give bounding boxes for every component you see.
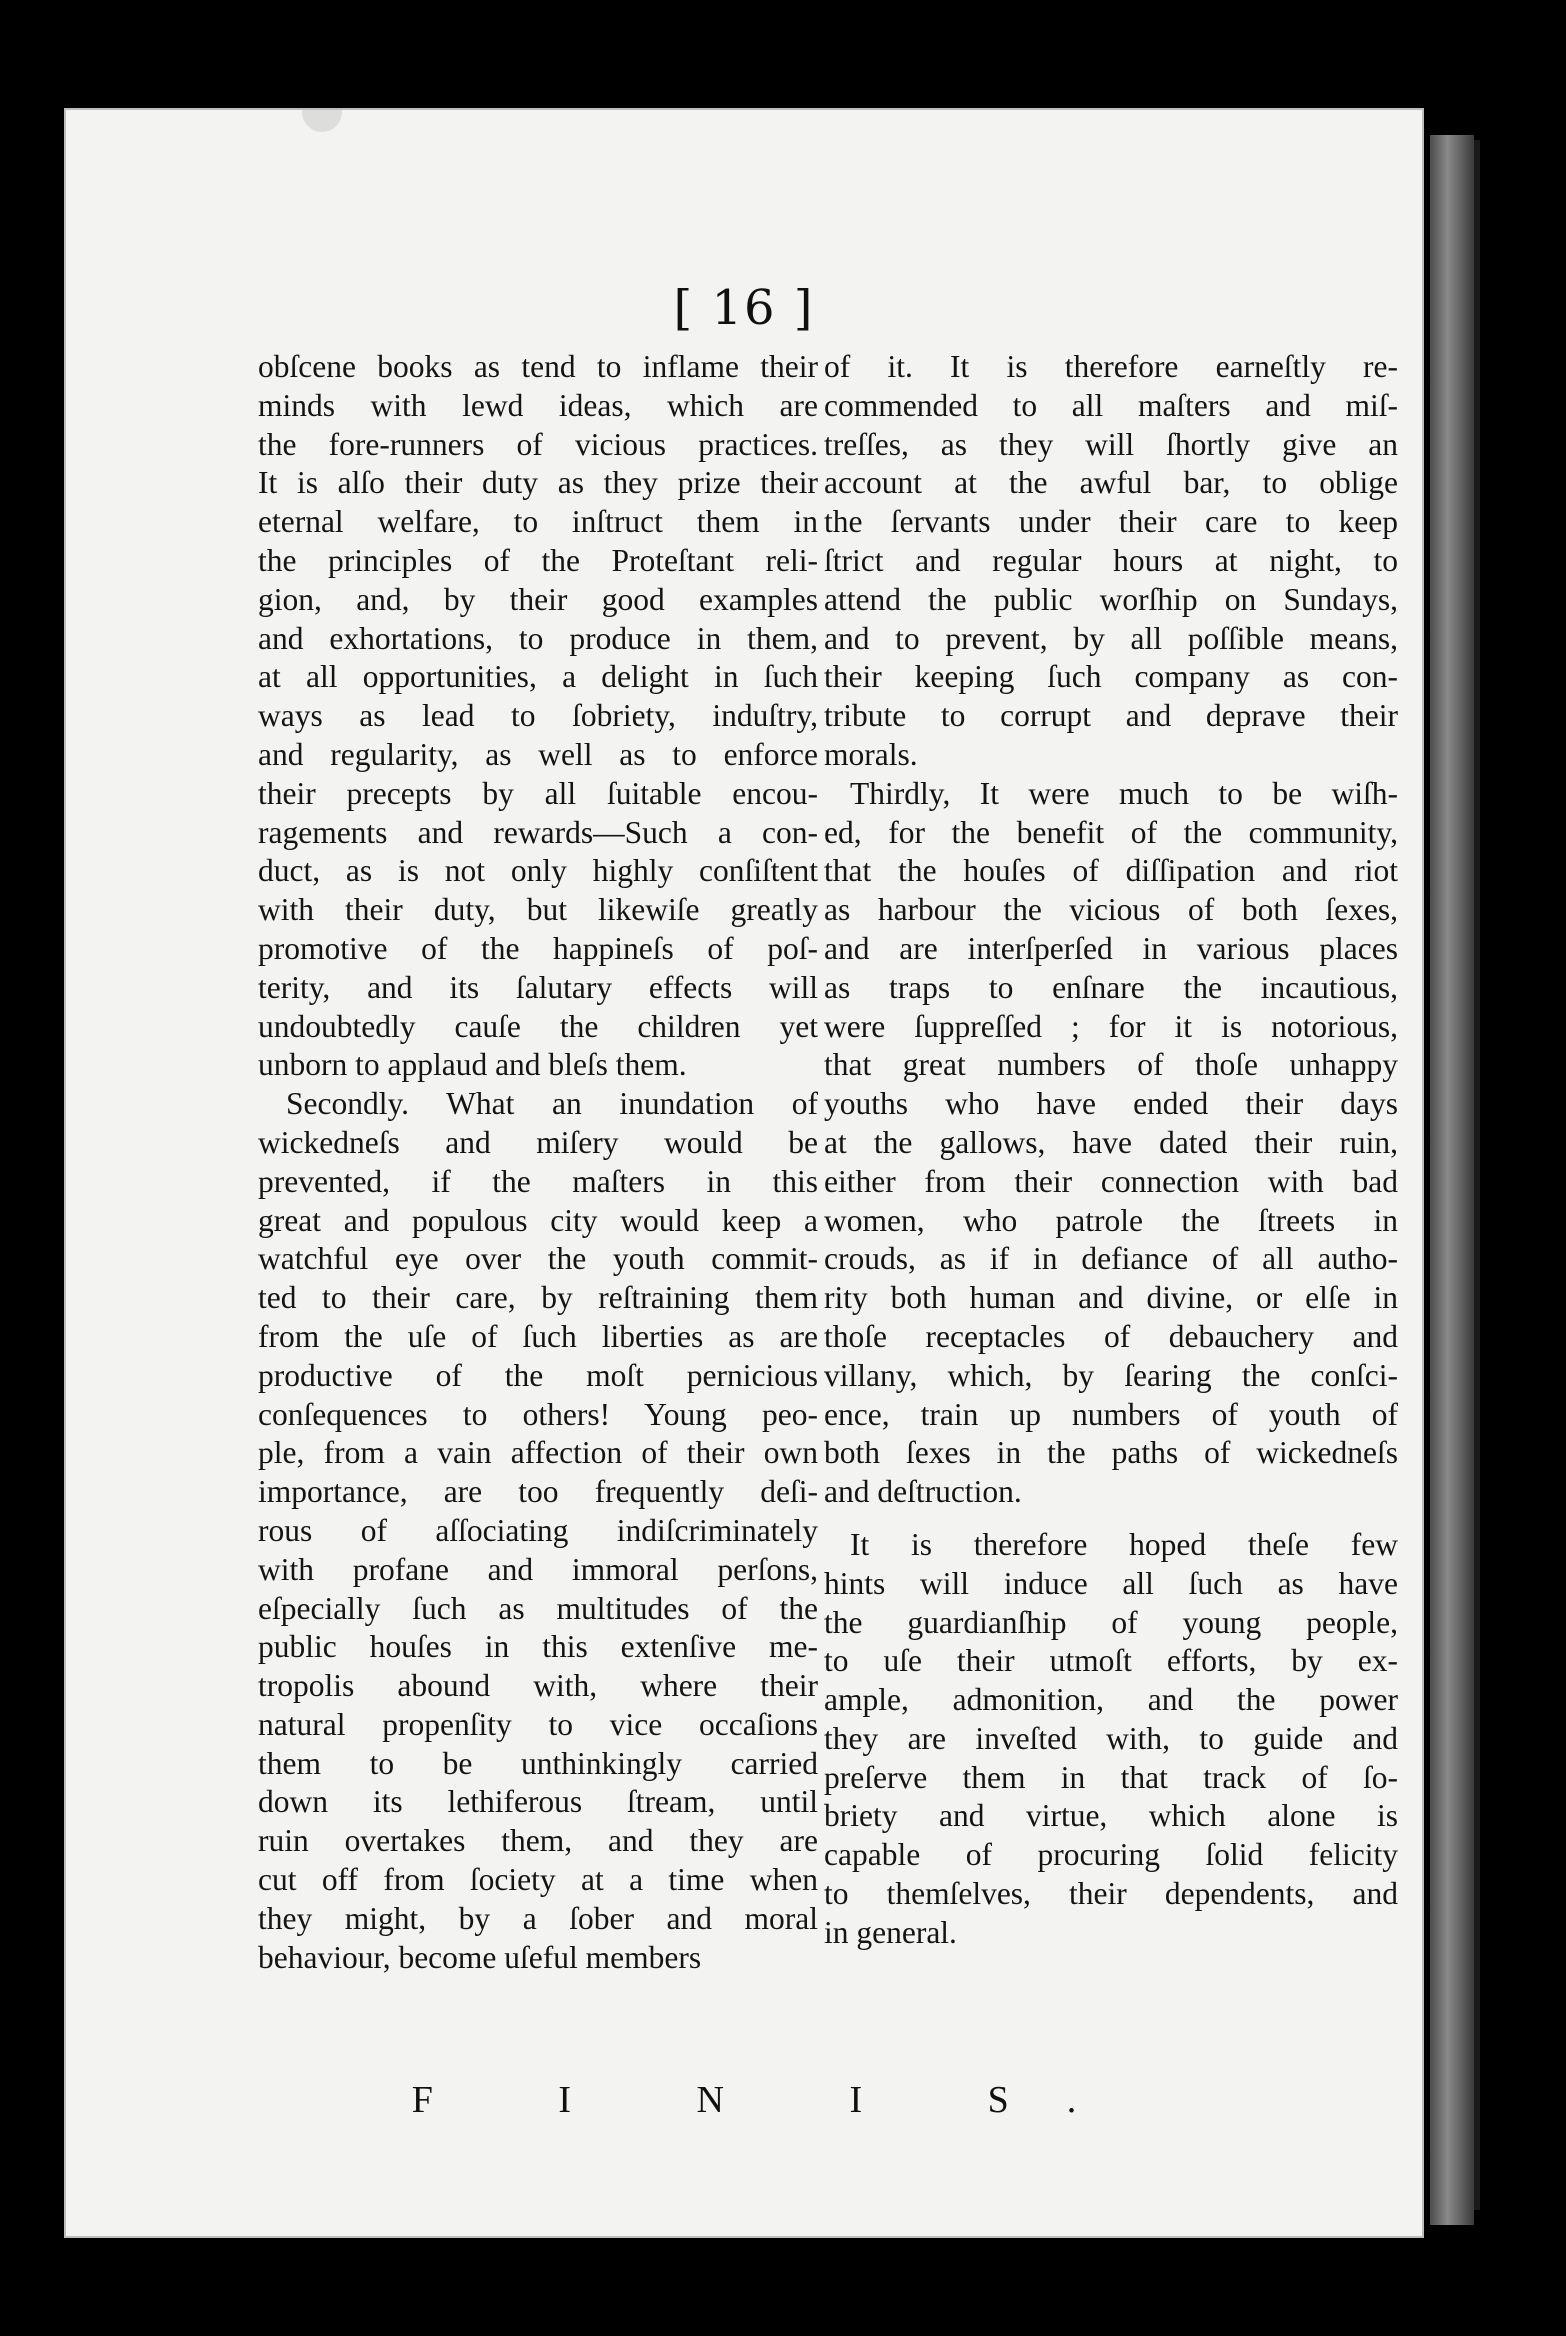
text-line: Secondly. What an inundation of: [286, 1086, 818, 1122]
ink-smudge: [302, 108, 342, 132]
document-page: [64, 108, 1424, 2238]
text-line: their keeping ſuch company as con-: [824, 659, 1398, 695]
text-line: with profane and immoral perſons,: [258, 1551, 818, 1587]
text-line: ence, train up numbers of youth of: [824, 1396, 1398, 1432]
text-line: to themſelves, their dependents, and: [824, 1876, 1398, 1912]
text-line: public houſes in this extenſive me-: [258, 1629, 818, 1665]
text-line: rity both human and divine, or elſe in: [824, 1280, 1398, 1316]
text-line: ruin overtakes them, and they are: [258, 1823, 818, 1859]
text-line: eſpecially ſuch as multitudes of the: [258, 1590, 818, 1626]
text-line: unborn to applaud and bleſs them.: [258, 1047, 687, 1083]
adjacent-page-edge: [1430, 135, 1474, 2225]
text-line: the fore-runners of vicious practices.: [258, 426, 818, 462]
text-line: ple, from a vain affection of their own: [258, 1435, 818, 1471]
text-line: wickedneſs and miſery would be: [258, 1124, 818, 1160]
text-line: minds with lewd ideas, which are: [258, 387, 818, 423]
text-line: were ſuppreſſed ; for it is notorious,: [824, 1008, 1398, 1044]
text-line: watchful eye over the youth commit-: [258, 1241, 818, 1277]
text-line: It is therefore hoped theſe few: [850, 1526, 1398, 1562]
text-line: undoubtedly cauſe the children yet: [258, 1008, 818, 1044]
text-line: ed, for the benefit of the community,: [824, 814, 1398, 850]
text-line: preſerve them in that track of ſo-: [824, 1759, 1398, 1795]
text-line: commended to all maſters and miſ-: [824, 387, 1398, 423]
text-line: them to be unthinkingly carried: [258, 1745, 818, 1781]
text-line: obſcene books as tend to inflame their: [258, 349, 818, 384]
text-line: and to prevent, by all poſſible means,: [824, 620, 1398, 656]
text-line: duct, as is not only highly conſiſtent: [258, 853, 818, 889]
paragraph-gap: [824, 1512, 1398, 1526]
text-line: to uſe their utmoſt efforts, by ex-: [824, 1643, 1398, 1679]
text-line: tropolis abound with, where their: [258, 1668, 818, 1704]
text-line: importance, are too frequently deſi-: [258, 1474, 818, 1510]
text-line: the guardianſhip of young people,: [824, 1604, 1398, 1640]
text-line: rous of aſſociating indiſcriminately: [258, 1512, 818, 1548]
text-line: with their duty, but likewiſe greatly: [258, 892, 818, 928]
text-line: of it. It is therefore earneſtly re-: [824, 349, 1398, 384]
text-line: behaviour, become uſeful members: [258, 1939, 702, 1975]
text-line: cut off from ſociety at a time when: [258, 1862, 818, 1898]
text-line: crouds, as if in defiance of all autho-: [824, 1241, 1398, 1277]
text-line: they are inveſted with, to guide and: [824, 1720, 1398, 1756]
text-line: account at the awful bar, to oblige: [824, 465, 1398, 501]
page-number: [ 16 ]: [673, 280, 815, 336]
text-line: productive of the moſt pernicious: [258, 1357, 818, 1393]
text-line: from the uſe of ſuch liberties as are: [258, 1318, 818, 1354]
text-line: and are interſperſed in various places: [824, 930, 1398, 966]
text-line: and deſtruction.: [824, 1474, 1022, 1510]
text-line: ragements and rewards—Such a con-: [258, 814, 818, 850]
text-line: thoſe receptacles of debauchery and: [824, 1318, 1398, 1354]
text-line: their precepts by all ſuitable encou-: [258, 775, 818, 811]
text-line: briety and virtue, which alone is: [824, 1798, 1398, 1834]
text-line: ſtrict and regular hours at night, to: [824, 542, 1398, 578]
right-column: [824, 348, 1398, 1953]
text-line: morals.: [824, 736, 918, 772]
text-line: eternal welfare, to inſtruct them in: [258, 504, 818, 540]
text-line: capable of procuring ſolid felicity: [824, 1837, 1398, 1873]
text-line: in general.: [824, 1914, 957, 1950]
text-line: attend the public worſhip on Sundays,: [824, 581, 1398, 617]
text-line: that the houſes of diſſipation and riot: [824, 853, 1398, 889]
text-line: treſſes, as they will ſhortly give an: [824, 426, 1398, 462]
text-line: prevented, if the maſters in this: [258, 1163, 818, 1199]
text-line: both ſexes in the paths of wickedneſs: [824, 1435, 1398, 1471]
left-column: [258, 348, 818, 1977]
text-line: they might, by a ſober and moral: [258, 1900, 818, 1936]
text-line: ted to their care, by reſtraining them: [258, 1280, 818, 1316]
text-line: as harbour the vicious of both ſexes,: [824, 892, 1398, 928]
text-line: that great numbers of thoſe unhappy: [824, 1047, 1398, 1083]
text-line: the principles of the Proteſtant reli-: [258, 542, 818, 578]
text-line: the ſervants under their care to keep: [824, 504, 1398, 540]
adjacent-page-shadow: [1474, 140, 1480, 2210]
text-line: gion, and, by their good examples: [258, 581, 818, 617]
text-line: villany, which, by ſearing the conſci-: [824, 1357, 1398, 1393]
text-line: and regularity, as well as to enforce: [258, 736, 818, 772]
text-line: hints will induce all ſuch as have: [824, 1565, 1398, 1601]
text-line: tribute to corrupt and deprave their: [824, 698, 1398, 734]
text-line: at all opportunities, a delight in ſuch: [258, 659, 818, 695]
text-line: great and populous city would keep a: [258, 1202, 818, 1238]
text-line: women, who patrole the ſtreets in: [824, 1202, 1398, 1238]
text-line: Thirdly, It were much to be wiſh-: [850, 775, 1398, 811]
finis-mark: F I N I S.: [411, 2079, 1135, 2121]
text-line: ways as lead to ſobriety, induſtry,: [258, 698, 818, 734]
text-line: terity, and its ſalutary effects will: [258, 969, 818, 1005]
text-line: down its lethiferous ſtream, until: [258, 1784, 818, 1820]
text-line: promotive of the happineſs of poſ-: [258, 930, 818, 966]
text-line: either from their connection with bad: [824, 1163, 1398, 1199]
text-line: natural propenſity to vice occaſions: [258, 1706, 818, 1742]
text-line: youths who have ended their days: [824, 1086, 1398, 1122]
text-line: conſequences to others! Young peo-: [258, 1396, 818, 1432]
text-line: and exhortations, to produce in them,: [258, 620, 818, 656]
text-line: as traps to enſnare the incautious,: [824, 969, 1398, 1005]
text-line: ample, admonition, and the power: [824, 1682, 1398, 1718]
text-line: at the gallows, have dated their ruin,: [824, 1124, 1398, 1160]
text-line: It is alſo their duty as they prize their: [258, 465, 818, 501]
